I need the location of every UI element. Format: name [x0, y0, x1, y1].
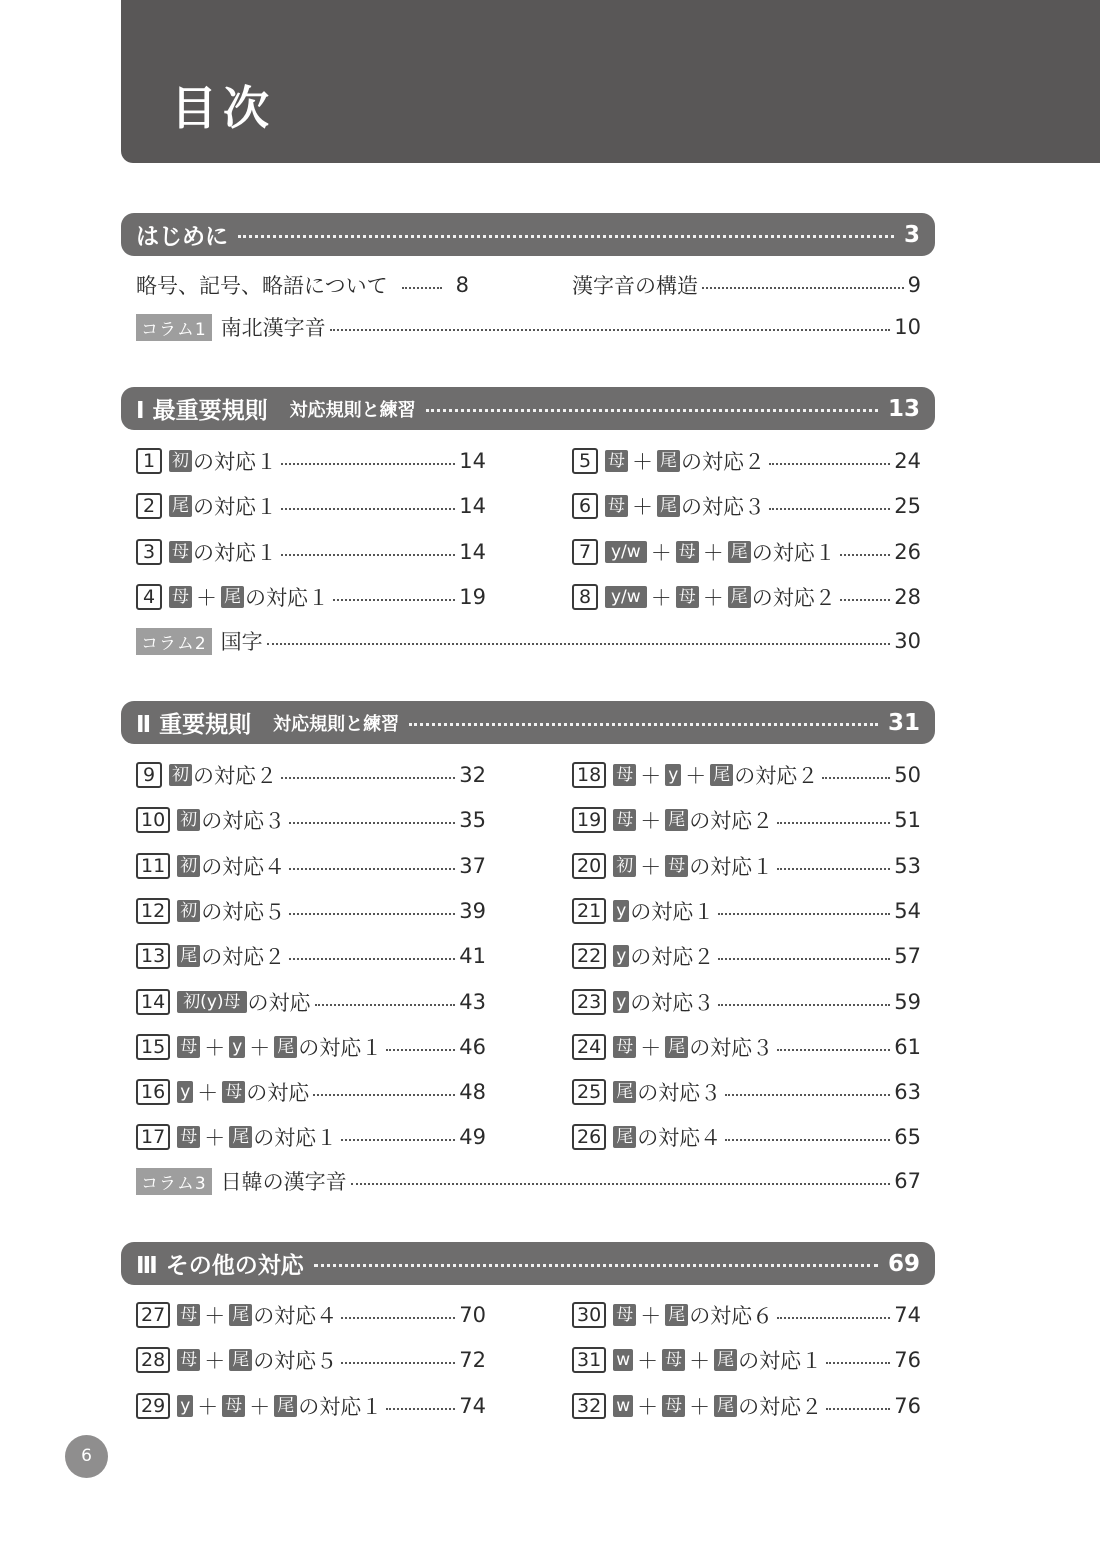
title-banner	[121, 0, 1100, 163]
entry-number: 16	[136, 1079, 170, 1105]
entry-title: 略号、記号、略語について	[136, 274, 388, 298]
entry-title: の対応１	[245, 586, 329, 610]
element-tag: y	[613, 991, 629, 1013]
leader-dots	[341, 1362, 455, 1364]
element-tag: 母	[177, 1126, 200, 1148]
entry-title: 日韓の漢字音	[220, 1170, 347, 1194]
plus-sign: ＋	[204, 1349, 226, 1373]
toc-entry[interactable]	[136, 803, 486, 837]
section-title: Ⅲ その他の対応	[136, 1253, 304, 1279]
entry-page: 30	[894, 629, 921, 653]
element-tag: y	[177, 1395, 193, 1417]
element-tag: y/w	[605, 541, 647, 563]
toc-entry[interactable]	[136, 1389, 486, 1423]
entry-title: の対応４	[253, 1304, 338, 1328]
column-label: コラム3	[136, 1168, 212, 1195]
entry-page: 53	[894, 854, 921, 878]
toc-entry[interactable]	[572, 1120, 921, 1154]
toc-entry[interactable]	[136, 985, 486, 1019]
plus-sign: ＋	[632, 450, 653, 474]
column-entry[interactable]	[136, 310, 921, 344]
element-tag: 母	[222, 1395, 245, 1417]
entry-title: の対応３	[689, 1036, 774, 1060]
entry-page: 49	[459, 1125, 486, 1149]
entry-title: の対応３	[201, 809, 286, 833]
plus-sign: ＋	[196, 586, 217, 610]
element-tag: y/w	[605, 586, 647, 608]
entry-page: 57	[894, 944, 921, 968]
leader-dots	[238, 235, 894, 238]
element-tag: 母	[613, 1036, 636, 1058]
entry-page: 59	[894, 990, 921, 1014]
entry-number: 22	[572, 943, 606, 969]
toc-entry[interactable]	[572, 1030, 921, 1064]
entry-title: の対応４	[637, 1126, 722, 1150]
entry-page: 14	[459, 540, 486, 564]
entry-number: 11	[136, 853, 170, 879]
plus-sign: ＋	[685, 764, 707, 788]
element-tag: y	[613, 945, 629, 967]
entry-page: 48	[459, 1080, 486, 1104]
leader-dots	[267, 643, 891, 645]
element-tag: 尾	[613, 1081, 636, 1103]
entry-number: 13	[136, 943, 170, 969]
leader-dots	[289, 868, 455, 870]
entry-page: 76	[894, 1348, 921, 1372]
plus-sign: ＋	[637, 1349, 659, 1373]
toc-entry[interactable]	[136, 894, 486, 928]
entry-page: 9	[907, 273, 921, 297]
plus-sign: ＋	[640, 855, 662, 879]
entry-number: 4	[136, 584, 162, 610]
toc-entry[interactable]	[572, 758, 921, 792]
entry-title: の対応２	[751, 586, 836, 610]
plus-sign: ＋	[640, 764, 662, 788]
plus-sign: ＋	[204, 1304, 226, 1328]
entry-page: 54	[894, 899, 921, 923]
element-tag: 尾	[169, 495, 192, 517]
entry-number: 12	[136, 898, 170, 924]
plus-sign: ＋	[689, 1395, 711, 1419]
plus-sign: ＋	[650, 541, 672, 565]
entry-page: 39	[459, 899, 486, 923]
section-page: 3	[903, 221, 920, 248]
element-tag: 尾	[728, 586, 751, 608]
section-page: 31	[887, 709, 920, 736]
leader-dots	[725, 1139, 890, 1141]
plus-sign: ＋	[632, 495, 653, 519]
leader-dots	[289, 913, 455, 915]
element-tag: 尾	[229, 1349, 252, 1371]
entry-page: 8	[455, 273, 469, 297]
entry-page: 41	[459, 944, 486, 968]
toc-entry[interactable]	[136, 1075, 486, 1109]
toc-entry[interactable]	[572, 580, 921, 614]
entry-title: の対応３	[637, 1081, 722, 1105]
entry-title: の対応１	[689, 855, 774, 879]
column-label: コラム2	[136, 628, 212, 655]
entry-title: の対応２	[689, 809, 774, 833]
entry-page: 37	[459, 854, 486, 878]
plus-sign: ＋	[197, 1395, 219, 1419]
entry-title: の対応１	[253, 1126, 338, 1150]
leader-dots	[826, 1408, 890, 1410]
toc-entry[interactable]	[136, 758, 486, 792]
element-tag: 母	[605, 450, 628, 472]
entry-page: 14	[459, 494, 486, 518]
plus-sign: ＋	[640, 809, 662, 833]
element-tag: 母	[613, 1304, 636, 1326]
toc-entry[interactable]	[572, 444, 921, 478]
entry-title: の対応１	[298, 1395, 383, 1419]
element-tag: 尾	[657, 495, 680, 517]
entry-page: 65	[894, 1125, 921, 1149]
element-tag: 母	[169, 541, 192, 563]
plus-sign: ＋	[637, 1395, 659, 1419]
entry-number: 9	[136, 762, 162, 788]
plus-sign: ＋	[689, 1349, 711, 1373]
toc-entry[interactable]	[572, 1343, 921, 1377]
entry-page: 25	[894, 494, 921, 518]
element-tag: 初	[169, 450, 192, 472]
page-number: 6	[65, 1435, 108, 1478]
element-tag: 母	[662, 1395, 685, 1417]
entry-number: 29	[136, 1393, 170, 1419]
leader-dots	[333, 599, 455, 601]
toc-entry[interactable]	[572, 268, 921, 302]
section-bar-2[interactable]	[121, 701, 935, 744]
leader-dots	[341, 1139, 455, 1141]
element-tag: 初	[177, 855, 200, 877]
entry-number: 25	[572, 1079, 606, 1105]
entry-title: の対応２	[630, 945, 715, 969]
entry-number: 30	[572, 1302, 606, 1328]
toc-entry[interactable]	[572, 1298, 921, 1332]
element-tag: 母	[613, 764, 636, 786]
plus-sign: ＋	[640, 1304, 662, 1328]
entry-page: 14	[459, 449, 486, 473]
toc-entry[interactable]	[572, 489, 921, 523]
toc-entry[interactable]	[136, 444, 486, 478]
entry-page: 63	[894, 1080, 921, 1104]
entry-title: の対応５	[253, 1349, 338, 1373]
entry-number: 21	[572, 898, 606, 924]
element-tag: 母	[662, 1349, 685, 1371]
entry-number: 17	[136, 1124, 170, 1150]
element-tag: y	[177, 1081, 193, 1103]
element-tag: 尾	[665, 1304, 688, 1326]
plus-sign: ＋	[650, 586, 672, 610]
element-tag: 尾	[657, 450, 680, 472]
entry-title: の対応	[247, 991, 311, 1015]
entry-page: 50	[894, 763, 921, 787]
section-subtitle: 対応規則と練習	[289, 399, 416, 421]
section-bar-3[interactable]	[121, 1242, 935, 1285]
element-tag: 尾	[728, 541, 751, 563]
element-tag: 母	[177, 1349, 200, 1371]
entry-page: 70	[459, 1303, 486, 1327]
entry-title: 漢字音の構造	[572, 274, 698, 298]
element-tag: 初(y)母	[177, 991, 246, 1013]
element-tag: 母	[177, 1304, 200, 1326]
plus-sign: ＋	[640, 1036, 662, 1060]
leader-dots	[315, 1004, 456, 1006]
toc-entry[interactable]	[572, 803, 921, 837]
section-bar-1[interactable]	[121, 387, 935, 430]
entry-number: 10	[136, 807, 170, 833]
element-tag: 初	[177, 900, 200, 922]
entry-number: 1	[136, 448, 162, 474]
entry-title: の対応４	[201, 855, 286, 879]
element-tag: 尾	[714, 1395, 737, 1417]
leader-dots	[281, 554, 455, 556]
leader-dots	[386, 1049, 455, 1051]
entry-number: 6	[572, 493, 598, 519]
entry-title: の対応１	[193, 495, 277, 519]
section-title: Ⅱ 重要規則	[136, 712, 252, 738]
leader-dots	[769, 508, 890, 510]
entry-title: の対応２	[201, 945, 286, 969]
entry-number: 19	[572, 807, 606, 833]
entry-number: 28	[136, 1347, 170, 1373]
section-title: Ⅰ 最重要規則	[136, 398, 268, 424]
entry-number: 5	[572, 448, 598, 474]
toc-entry[interactable]	[136, 939, 486, 973]
element-tag: 母	[676, 586, 699, 608]
toc-entry[interactable]	[136, 849, 486, 883]
entry-number: 2	[136, 493, 162, 519]
entry-title: の対応２	[193, 764, 277, 788]
entry-title: の対応１	[738, 1349, 823, 1373]
entry-page: 67	[894, 1169, 921, 1193]
element-tag: 初	[177, 809, 200, 831]
element-tag: 尾	[714, 1349, 737, 1371]
leader-dots	[777, 822, 890, 824]
entry-page: 46	[459, 1035, 486, 1059]
element-tag: 尾	[229, 1126, 252, 1148]
element-tag: w	[613, 1349, 633, 1371]
leader-dots	[289, 958, 455, 960]
entry-number: 20	[572, 853, 606, 879]
toc-entry[interactable]	[136, 1030, 486, 1064]
leader-dots	[777, 1049, 890, 1051]
entry-page: 19	[459, 585, 486, 609]
plus-sign: ＋	[249, 1395, 271, 1419]
entry-title: の対応２	[734, 764, 819, 788]
element-tag: 母	[605, 495, 628, 517]
entry-title: の対応５	[201, 900, 286, 924]
plus-sign: ＋	[249, 1036, 271, 1060]
leader-dots	[341, 1317, 455, 1319]
entry-title: の対応	[246, 1081, 310, 1105]
leader-dots	[402, 287, 442, 289]
entry-number: 23	[572, 989, 606, 1015]
element-tag: w	[613, 1395, 633, 1417]
entry-number: 31	[572, 1347, 606, 1373]
entry-number: 8	[572, 584, 598, 610]
entry-title: の対応６	[689, 1304, 774, 1328]
entry-number: 7	[572, 539, 598, 565]
toc-entry[interactable]	[136, 1120, 486, 1154]
leader-dots	[426, 409, 878, 412]
leader-dots	[281, 777, 455, 779]
element-tag: 尾	[613, 1126, 636, 1148]
entry-number: 24	[572, 1034, 606, 1060]
entry-page: 24	[894, 449, 921, 473]
section-bar-intro[interactable]	[121, 213, 935, 256]
entry-title: の対応１	[751, 541, 836, 565]
toc-entry[interactable]	[572, 939, 921, 973]
element-tag: 尾	[274, 1036, 297, 1058]
entry-title: の対応３	[630, 991, 715, 1015]
leader-dots	[313, 1094, 455, 1096]
element-tag: 母	[177, 1036, 200, 1058]
element-tag: 初	[169, 764, 192, 786]
entry-number: 18	[572, 762, 606, 788]
toc-entry[interactable]	[136, 580, 486, 614]
toc-entry[interactable]	[136, 1298, 486, 1332]
entry-page: 61	[894, 1035, 921, 1059]
leader-dots	[409, 723, 878, 726]
element-tag: 尾	[177, 945, 200, 967]
entry-title: の対応１	[298, 1036, 383, 1060]
leader-dots	[702, 287, 904, 289]
element-tag: 尾	[665, 809, 688, 831]
toc-entry[interactable]	[136, 1343, 486, 1377]
entry-title: の対応２	[681, 450, 765, 474]
toc-entry[interactable]	[136, 489, 486, 523]
element-tag: 初	[613, 855, 636, 877]
leader-dots	[330, 329, 891, 331]
leader-dots	[718, 1004, 890, 1006]
element-tag: y	[613, 900, 629, 922]
entry-title: 国字	[220, 630, 263, 654]
element-tag: 尾	[665, 1036, 688, 1058]
entry-number: 15	[136, 1034, 170, 1060]
toc-entry[interactable]	[572, 1075, 921, 1109]
section-title: はじめに	[136, 224, 228, 250]
entry-title: の対応１	[193, 541, 277, 565]
entry-page: 74	[459, 1394, 486, 1418]
column-label: コラム1	[136, 314, 212, 341]
entry-number: 27	[136, 1302, 170, 1328]
leader-dots	[281, 508, 455, 510]
leader-dots	[826, 1362, 890, 1364]
element-tag: 尾	[710, 764, 733, 786]
toc-entry[interactable]	[572, 985, 921, 1019]
toc-entry[interactable]	[136, 268, 486, 302]
entry-page: 10	[894, 315, 921, 339]
element-tag: 母	[169, 586, 192, 608]
entry-page: 51	[894, 808, 921, 832]
entry-page: 43	[459, 990, 486, 1014]
toc-entry[interactable]	[572, 1389, 921, 1423]
page-title: 目次	[171, 81, 275, 135]
leader-dots	[314, 1264, 878, 1267]
entry-number: 26	[572, 1124, 606, 1150]
leader-dots	[725, 1094, 890, 1096]
leader-dots	[718, 958, 890, 960]
entry-page: 72	[459, 1348, 486, 1372]
element-tag: 尾	[274, 1395, 297, 1417]
leader-dots	[840, 554, 891, 556]
plus-sign: ＋	[204, 1126, 226, 1150]
plus-sign: ＋	[197, 1081, 219, 1105]
column-entry[interactable]	[136, 1164, 921, 1198]
element-tag: 尾	[221, 586, 244, 608]
entry-number: 3	[136, 539, 162, 565]
toc-entry[interactable]	[572, 535, 921, 569]
toc-entry[interactable]	[136, 535, 486, 569]
leader-dots	[777, 1317, 890, 1319]
leader-dots	[718, 913, 890, 915]
section-page: 69	[887, 1250, 920, 1277]
section-subtitle: 対応規則と練習	[273, 713, 400, 735]
entry-title: の対応３	[681, 495, 765, 519]
entry-page: 35	[459, 808, 486, 832]
section-page: 13	[887, 395, 920, 422]
element-tag: 母	[222, 1081, 245, 1103]
entry-number: 32	[572, 1393, 606, 1419]
leader-dots	[351, 1183, 891, 1185]
entry-title: の対応２	[738, 1395, 823, 1419]
element-tag: y	[665, 764, 681, 786]
element-tag: 母	[665, 855, 688, 877]
entry-page: 26	[894, 540, 921, 564]
column-entry[interactable]	[136, 624, 921, 658]
element-tag: 母	[613, 809, 636, 831]
element-tag: 尾	[229, 1304, 252, 1326]
toc-entry[interactable]	[572, 894, 921, 928]
entry-page: 74	[894, 1303, 921, 1327]
entry-page: 28	[894, 585, 921, 609]
entry-page: 32	[459, 763, 486, 787]
plus-sign: ＋	[702, 541, 724, 565]
leader-dots	[777, 868, 890, 870]
plus-sign: ＋	[204, 1036, 226, 1060]
entry-title: の対応１	[630, 900, 715, 924]
element-tag: 母	[676, 541, 699, 563]
element-tag: y	[229, 1036, 245, 1058]
plus-sign: ＋	[702, 586, 724, 610]
leader-dots	[289, 822, 455, 824]
toc-entry[interactable]	[572, 849, 921, 883]
leader-dots	[769, 463, 890, 465]
entry-title: の対応１	[193, 450, 277, 474]
entry-number: 14	[136, 989, 170, 1015]
leader-dots	[822, 777, 890, 779]
entry-title: 南北漢字音	[220, 316, 326, 340]
leader-dots	[281, 463, 455, 465]
leader-dots	[386, 1408, 455, 1410]
entry-page: 76	[894, 1394, 921, 1418]
leader-dots	[840, 599, 891, 601]
